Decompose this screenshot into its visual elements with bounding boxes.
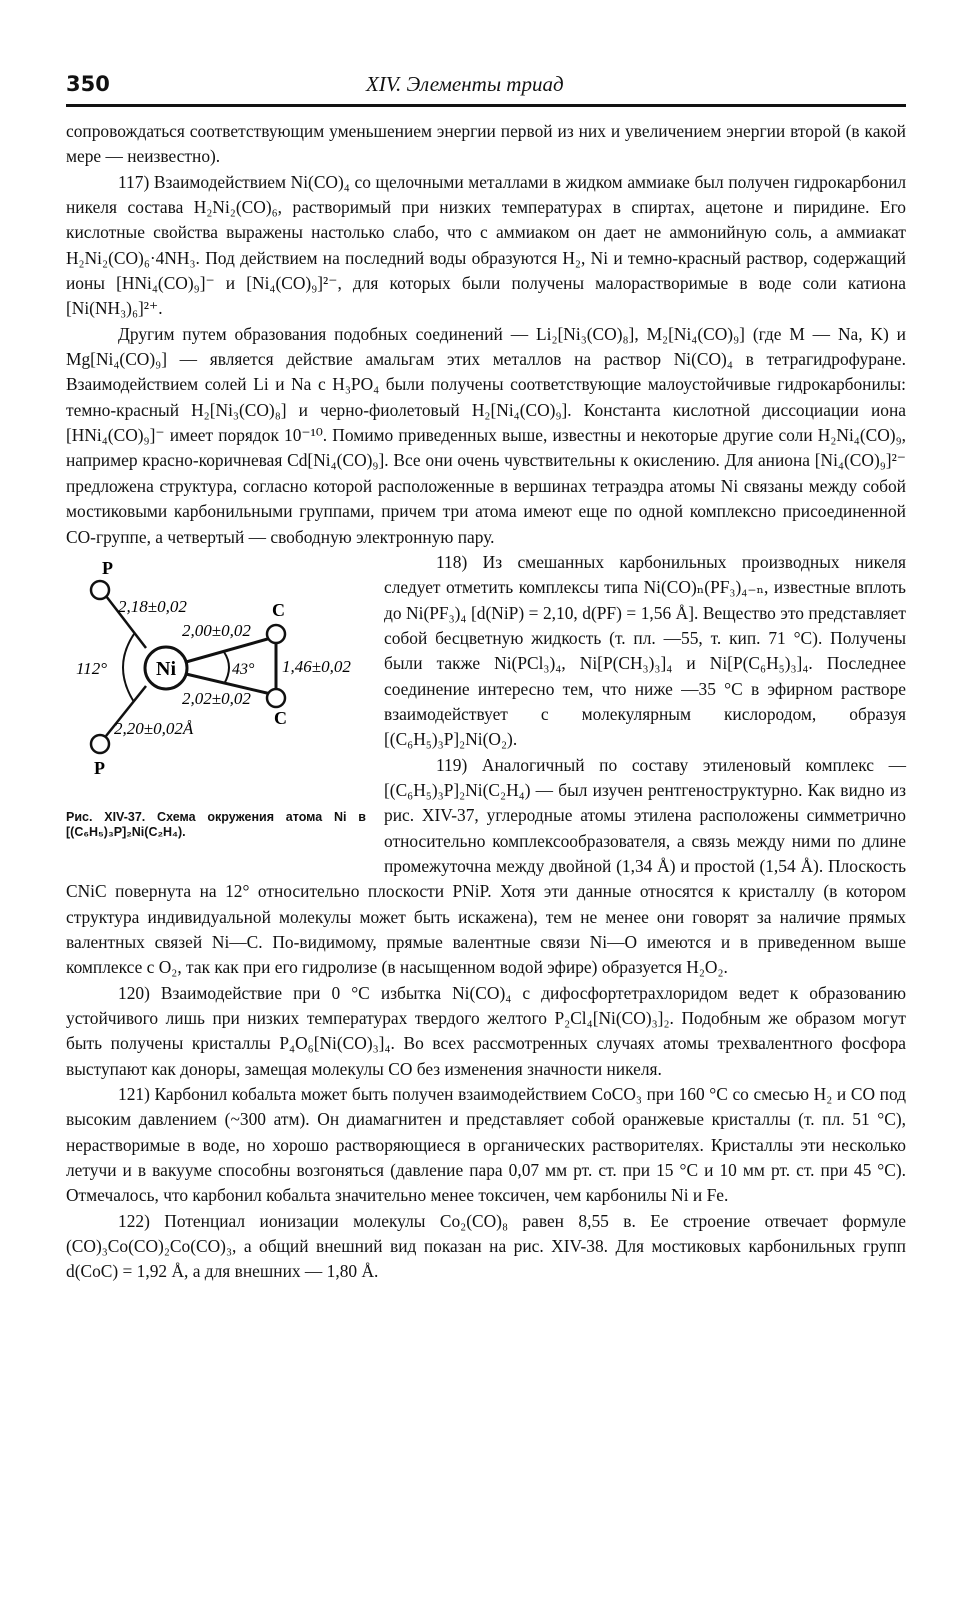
p-atom-bottom (91, 735, 109, 753)
figure-xiv-37 (66, 556, 368, 866)
paragraph-118: 118) Из смешанных карбонильных производных никеля следует отметить комплексы типа Ni(CO)ₙ(PF₃)₄₋ₙ, известные вплоть до Ni(PF₃)₄ [d(NiP) = 2,10, d(PF) = 1,56 Å]. Вещество это представляет собой бесцветную жидкость (т. пл. —55, т. кип. 71 °C). Получены были также Ni(PCl₃)₄, Ni[P(CH₃)₃]₄ и Ni[P(C₆H₅)₃]₄. Последнее соединение интересно тем, что ниже —35 °C в эфирном растворе взаимодействует с молекулярным кислородом, образуя [(C₆H₅)₃P]₂Ni(O₂). (384, 551, 906, 750)
figure-caption: Рис. XIV-37. Схема окружения атома Ni в [(C₆H₅)₃P]₂Ni(C₂H₄). (66, 809, 366, 839)
bond-label-ni-p-bottom: 2,20±0,02Å (114, 718, 194, 738)
c-label-bottom: C (274, 707, 287, 728)
bond-label-c-c: 1,46±0,02 (282, 656, 351, 676)
angle-label-pnip: 112° (76, 658, 108, 678)
paragraph-117-continued: Другим путем образования подобных соединений — Li₂[Ni₃(CO)₈], M₂[Ni₄(CO)₉] (где M — Na, K) и Mg[Ni₄(CO)₉] — является действие амальгам этих металлов на раствор Ni(CO)₄ в тетрагидрофуране. Взаимодействием солей Li и Na с H₃PO₄ были получены соответствующие малоустойчивые гидрокарбонилы: темно-красный H₂[Ni₃(CO)₈] и черно-фиолетовый H₂[Ni₄(CO)₉]. Константа кислотной диссоциации иона [HNi₄(CO)₉]⁻ имеет порядок 10⁻¹⁰. Помимо приведенных выше, известны и некоторые другие соли H₂Ni₄(CO)₉, например красно-коричневая Cd[Ni₄(CO)₉]. Все они очень чувствительны к окислению. Для аниона [Ni₄(CO)₉]²⁻ предложена структура, согласно которой расположенные в вершинах тетраэдра атомы Ni связаны между собой мостиковыми карбонильными группами, причем три атома имеют еще по одной комплексно присоединенной CO-группе, а четвертый — свободную электронную пару. (66, 323, 906, 547)
page-number: 350 (66, 72, 110, 96)
page-body (66, 119, 906, 1285)
paragraph-117: 117) Взаимодействием Ni(CO)₄ со щелочными металлами в жидком аммиаке был получен гидрокарбонил никеля состава H₂Ni₂(CO)₆, растворимый при низких температурах в спиртах, ацетоне и пиридине. Его кислотные свойства выражены настолько слабо, что с аммиаком он дает не аммонийную соль, а аммиакат H₂Ni₂(CO)₆·4NH₃. Под действием на последний воды образуются H₂, Ni и темно-красный раствор, содержащий ионы [HNi₄(CO)₉]⁻ и [Ni₄(CO)₉]²⁻, для которых были получены малорастворимые в воде соли катиона [Ni(NH₃)₆]²⁺. (66, 171, 906, 319)
paragraph-120: 120) Взаимодействие при 0 °C избытка Ni(CO)₄ с дифосфортетрахлоридом ведет к образованию устойчивого лишь при низких температурах твердого желтого P₂Cl₄[Ni(CO)₃]₂. Подобным же образом могут быть получены кристаллы P₄O₆[Ni(CO)₃]₄. Во всех рассмотренных случаях атомы трехвалентного фосфора выступают как доноры, замещая молекулы CO без изменения значности никеля. (66, 982, 906, 1079)
c-atom-top (267, 625, 285, 643)
paragraph-121: 121) Карбонил кобальта может быть получен взаимодействием CoCO₃ при 160 °C со смесью H₂ и CO под высоким давлением (~300 атм). Он диамагнитен и представляет собой оранжевые кристаллы (т. пл. 51 °C), нерастворимые в воде, но хорошо растворяющиеся в органических растворителях. Кристаллы эти несколько летучи и в вакууме способны возгоняться (давление пара 0,07 мм рт. ст. при 15 °C и 10 мм рт. ст. при 45 °C). Отмечалось, что карбонил кобальта значительно менее токсичен, чем карбонилы Ni и Fe. (66, 1084, 906, 1206)
p-label-top: P (102, 557, 113, 578)
running-title: XIV. Элементы триад (366, 72, 564, 96)
paragraph-119: 119) Аналогичный по составу этиленовый комплекс — [(C₆H₅)₃P]₂Ni(C₂H₄) — был изучен рентгеноструктурно. Как видно из рис. XIV-37, углеродные атомы этилена расположены симметрично относительно комплексообразователя, а связь между ними по длине промежуточна между двойной (1,34 Å) и простой (1,54 Å). Плоскость CNiC повернута на 12° относительно плоскости PNiP. Хотя эти данные относятся к кристаллу (в котором структура индивидуальной молекулы может быть искажена), тем не менее они говорят за наличие прямых валентных связей Ni—C. По-видимому, прямые валентные связи Ni—O имеются и в приведенном выше комплексе с O₂, так как при его гидролизе (в насыщенном водой эфире) образуется H₂O₂. (66, 754, 906, 978)
c-label-top: C (272, 599, 285, 620)
ni-coordination-diagram (66, 556, 368, 806)
book-page (66, 66, 906, 1285)
paragraph-continuation: сопровождаться соответствующим уменьшением энергии первой из них и увеличением энергии второй (в какой мере — неизвестно). (66, 121, 906, 167)
bond-label-ni-c-bottom: 2,02±0,02 (182, 688, 251, 708)
p-label-bottom: P (94, 757, 105, 778)
bond-label-ni-c-top: 2,00±0,02 (182, 620, 251, 640)
bond-label-ni-p-top: 2,18±0,02 (118, 596, 187, 616)
angle-label-cnic: 43° (232, 660, 255, 678)
ni-label: Ni (156, 657, 176, 680)
c-atom-bottom (267, 689, 285, 707)
page-header (66, 66, 906, 107)
p-atom-top (91, 581, 109, 599)
paragraph-122: 122) Потенциал ионизации молекулы Co₂(CO)₈ равен 8,55 в. Ее строение отвечает формуле (CO)₃Co(CO)₂Co(CO)₃, а общий внешний вид показан на рис. XIV-38. Для мостиковых карбонильных групп d(CoC) = 1,92 Å, а для внешних — 1,80 Å. (66, 1210, 906, 1282)
